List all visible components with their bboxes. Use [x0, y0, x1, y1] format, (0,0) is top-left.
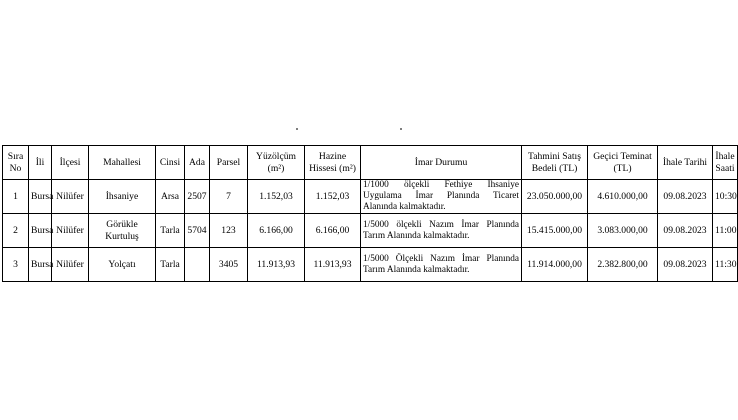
header-ada: Ada [185, 146, 210, 180]
cell-tarih: 09.08.2023 [658, 214, 713, 248]
ihale-table [2, 145, 738, 282]
cell-imar: 1/5000 Ölçekli Nazım İmar Planında Tarım Alanında kalmaktadır. [361, 248, 522, 282]
header-imar: İmar Durumu [361, 146, 522, 180]
cell-imar: 1/5000 ölçekli Nazım İmar Planında Tarım Alanında kalmaktadır. [361, 214, 522, 248]
cell-parsel: 7 [210, 180, 248, 214]
cell-imar: 1/1000 ölçekli Fethiye İhsaniye Uygulama İmar Planında Ticaret Alanında kalmaktadır. [361, 180, 522, 214]
cell-ada: 5704 [185, 214, 210, 248]
cell-parsel: 3405 [210, 248, 248, 282]
cell-tarih: 09.08.2023 [658, 248, 713, 282]
cell-mahalle: Yolçatı [89, 248, 156, 282]
header-tarih: İhale Tarihi [658, 146, 713, 180]
cell-il: Bursa [29, 248, 52, 282]
header-parsel: Parsel [210, 146, 248, 180]
table-row [3, 214, 738, 248]
scan-dot [400, 128, 402, 130]
header-hazine: Hazine Hissesi (m²) [305, 146, 361, 180]
header-cinsi: Cinsi [156, 146, 185, 180]
cell-parsel: 123 [210, 214, 248, 248]
cell-mahalle: Görükle Kurtuluş [89, 214, 156, 248]
header-teminat: Geçici Teminat (TL) [588, 146, 658, 180]
cell-yuzolcum: 11.913,93 [248, 248, 305, 282]
cell-ilce: Nilüfer [52, 214, 89, 248]
cell-mahalle: İhsaniye [89, 180, 156, 214]
header-yuzolcum: Yüzölçüm (m²) [248, 146, 305, 180]
header-saat: İhale Saati [713, 146, 738, 180]
cell-ada [185, 248, 210, 282]
table-row [3, 248, 738, 282]
header-mahalle: Mahallesi [89, 146, 156, 180]
cell-teminat: 4.610.000,00 [588, 180, 658, 214]
cell-tarih: 09.08.2023 [658, 180, 713, 214]
cell-hazine: 1.152,03 [305, 180, 361, 214]
cell-saat: 10:30 [713, 180, 738, 214]
cell-teminat: 2.382.800,00 [588, 248, 658, 282]
cell-bedel: 11.914.000,00 [522, 248, 588, 282]
cell-sira: 2 [3, 214, 29, 248]
cell-bedel: 23.050.000,00 [522, 180, 588, 214]
cell-yuzolcum: 1.152,03 [248, 180, 305, 214]
header-ilce: İlçesi [52, 146, 89, 180]
cell-ilce: Nilüfer [52, 180, 89, 214]
cell-saat: 11:30 [713, 248, 738, 282]
scan-dot [296, 128, 298, 130]
cell-ada: 2507 [185, 180, 210, 214]
cell-il: Bursa [29, 214, 52, 248]
header-il: İli [29, 146, 52, 180]
cell-il: Bursa [29, 180, 52, 214]
cell-cinsi: Tarla [156, 248, 185, 282]
header-bedel: Tahmini Satış Bedeli (TL) [522, 146, 588, 180]
scan-dots [0, 128, 730, 134]
cell-sira: 3 [3, 248, 29, 282]
cell-teminat: 3.083.000,00 [588, 214, 658, 248]
cell-cinsi: Arsa [156, 180, 185, 214]
cell-hazine: 6.166,00 [305, 214, 361, 248]
cell-ilce: Nilüfer [52, 248, 89, 282]
cell-yuzolcum: 6.166,00 [248, 214, 305, 248]
cell-saat: 11:00 [713, 214, 738, 248]
header-sira: Sıra No [3, 146, 29, 180]
cell-bedel: 15.415.000,00 [522, 214, 588, 248]
table-row [3, 180, 738, 214]
cell-cinsi: Tarla [156, 214, 185, 248]
cell-hazine: 11.913,93 [305, 248, 361, 282]
cell-sira: 1 [3, 180, 29, 214]
header-row [3, 146, 738, 180]
